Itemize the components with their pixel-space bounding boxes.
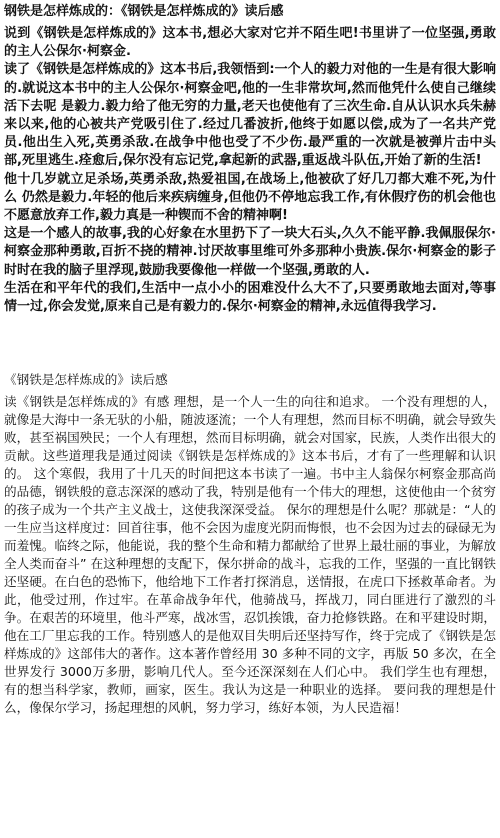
article-paragraph: 读《钢铁是怎样炼成的》有感 理想，是一个人一生的向往和追求。 一个没有理想的人，就像是大海中一条无驮的小船，随波逐流；一个人有理想，然而目标不明确，就会导致失败，甚至祸国殃民；一个人有理想，然而目标明确，就会对国家，民族，人类作出很大的贡献。这些道理我是通过阅读《钢铁是怎样炼成的》这本书后，才有了一些理解和认识的。 这个寒假，我用了十几天的时间把这本书读了一遍。书中主人翁保尔柯察金那高尚的品德，钢铁般的意志深深的感动了我，特别是他有一个伟大的理想，这使他由一个贫穷的孩子成为一个共产主义战士，这使我深深受益。 保尔的理想是什么呢？那就是：“人的一生应当这样度过：回首往事，他不会因为虚度光阴而悔恨，也不会因为过去的碌碌无为而羞愧。临终之际，他能说，我的整个生命和精力都献给了世界上最壮丽的事业，为解放全人类而奋斗” 在这种理想的支配下，保尔拼命的战斗，忘我的工作，坚强的一直比钢铁还坚硬。在白色的恐怖下，他给地下工作者打探消息，送情报，在虎口下拯救革命者。为此，他受过刑，作过牢。在革命战争年代，他骑战马，挥战刀，同白匪进行了激烈的斗争。在艰苦的环境里，他斗严寒，战冰雪，忍饥挨饿，奋力抢修铁路。在和平建设时期，他在工厂里忘我的工作。特别感人的是他双目失明后还坚持写作，终于完成了《钢铁是怎样炼成的》这部伟大的著作。这本著作曾经用 30 多种不同的文字，再版 50 多次，在全世界发行 3000万多册，影响几代人。至今还深深刻在人们心中。 我们学生也有理想，有的想当科学家，教师，画家，医生。我认为这是一种职业的选择。 要问我的理想是什么，像保尔学习，扬起理想的风帆，努力学习，练好本领，为人民造福！ — [4, 394, 496, 716]
article-paragraph: 说到《钢铁是怎样炼成的》这本书,想必大家对它并不陌生吧!书里讲了一位坚强,勇敢的主人公保尔·柯察金. — [4, 26, 496, 60]
article-paragraph: 他十几岁就立足杀场,英勇杀敌,热爱祖国,在战场上,他被砍了好几刀都大难不死,为什么 仍然是毅力.年轻的他后来疾病缠身,但他仍不停地忘我工作,有休假疗伤的机会他也不愿意放弃工作,毅力真是一种锲而不舍的精神啊! — [4, 171, 496, 224]
article-paragraph: 读了《钢铁是怎样炼成的》这本书后,我领悟到:一个人的毅力对他的一生是有很大影响的.就说这本书中的主人公保尔·柯察金吧,他的一生非常坎坷,然而他凭什么使自己继续活下去呢 是毅力.毅力给了他无穷的力量,老天也使他有了三次生命.自从认识水兵朱赫来以来,他的心被共产党吸引住了.经过几番波折,他终于如愿以偿,成为了一名共产党员.他出生入死,英勇杀敌.在战争中他也受了不少伤.最严重的一次就是被弹片击中头部,死里逃生.痊愈后,保尔没有忘记党,拿起新的武器,重返战斗队伍,开始了新的生活! — [4, 62, 496, 169]
article-title: 《钢铁是怎样炼成的》读后感 — [4, 372, 168, 388]
review-article-2 — [4, 371, 496, 717]
review-article-1 — [4, 3, 496, 316]
article-paragraph: 这是一个感人的故事,我的心好象在水里扔下了一块大石头,久久不能平静.我佩服保尔·柯察金那种勇敢,百折不挠的精神.讨厌故事里维可外多那种小贵族.保尔·柯察金的影子时时在我的脑子里浮现,鼓励我要像他一样做一个坚强,勇敢的人. — [4, 226, 496, 278]
article-title: 钢铁是怎样炼成的：《钢铁是怎样炼成的》读后感 — [4, 4, 284, 19]
article-paragraph: 生活在和平年代的我们,生活中一点小小的困难没什么大不了,只要勇敢地去面对,等事情一过,你会发觉,原来自己是有毅力的.保尔·柯察金的精神,永远值得我学习. — [4, 280, 496, 315]
